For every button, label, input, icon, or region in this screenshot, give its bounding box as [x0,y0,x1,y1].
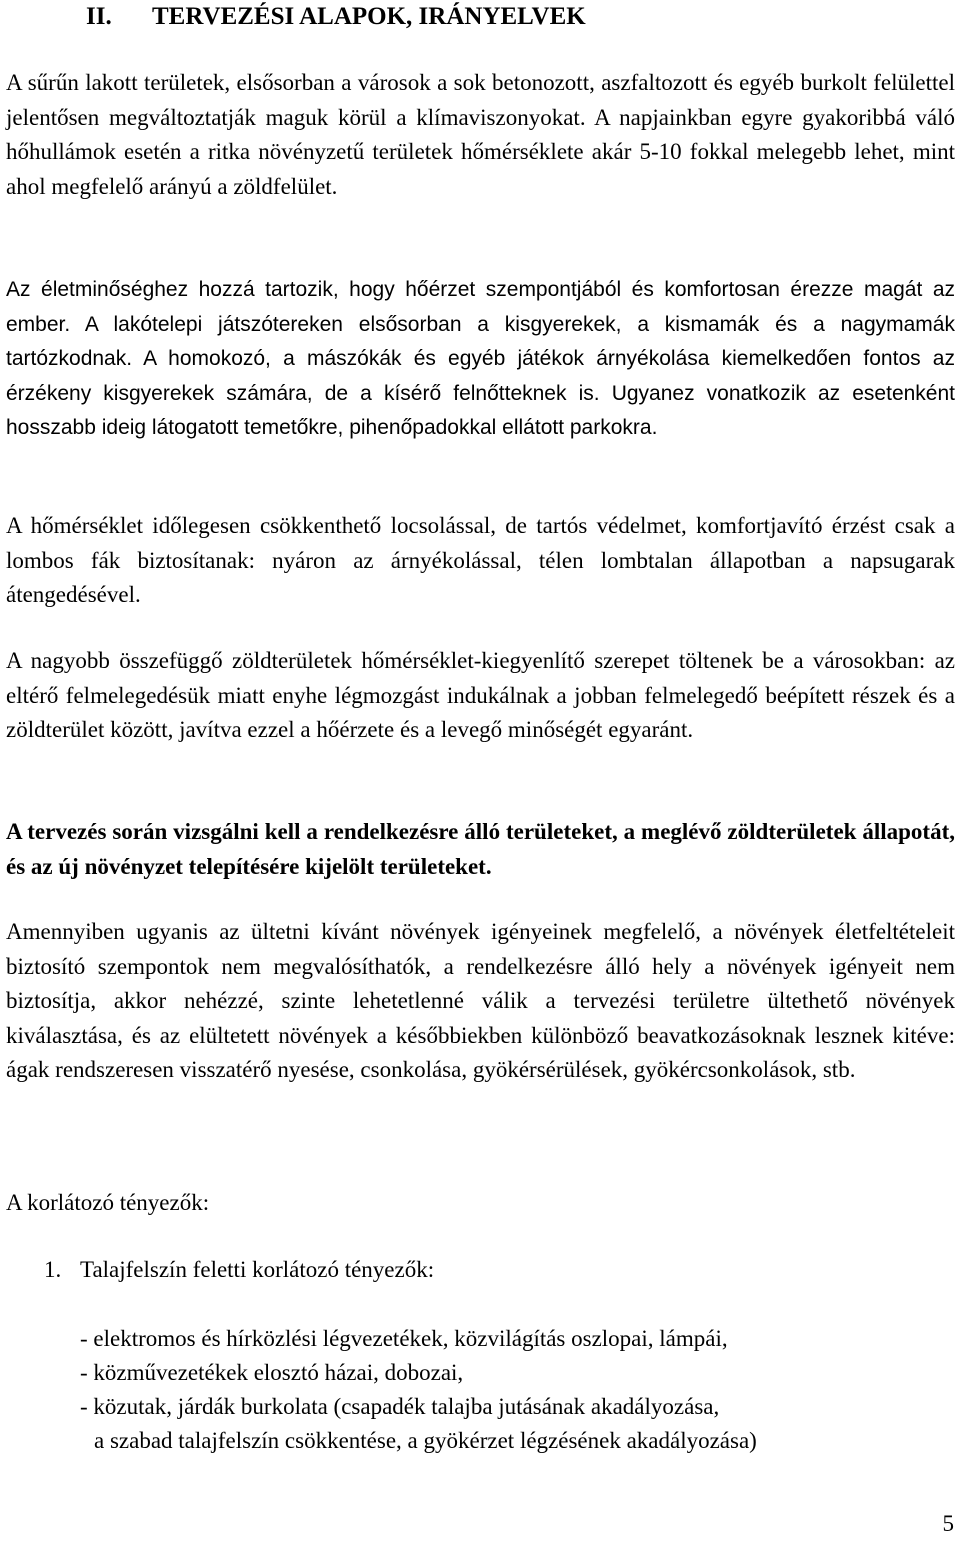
numbered-item-text: Talajfelszín feletti korlátozó tényezők: [80,1257,435,1282]
paragraph-text: A tervezés során vizsgálni kell a rendelkezésre álló területeket, a meglévő zöldterületek állapotát, és az új növényzet telepítésére kijelölt területeket. [6,819,955,879]
paragraph-text: A napjainkban egyre gyakoribbá váló hőhullámok esetén a ritka növényzetű területek hőmérséklete akár 5-10 fokkal melegebb lehet, mint ahol megfelelő arányú a zöldfelület. [6,104,956,199]
paragraph-text: A sűrűn lakott területek, elsősorban a városok a sok betonozott, aszfaltozott és egyéb burkolt felülettel jelentősen megváltoztatják maguk körül a klímaviszonyokat. [6,70,955,130]
list-item: - közutak, járdák burkolata (csapadék talajba jutásának akadályozása, [80,1394,720,1419]
section-number: II. [86,3,112,30]
paragraph-text: Ugyanez vonatkozik az esetenként hosszabb ideig látogatott temetőkre, pihenőpadokkal ellátott parkokra. [6,381,955,439]
list-item-continuation: a szabad talajfelszín csökkentése, a gyökérzet légzésének akadályozása) [94,1428,757,1453]
paragraph-text: A nagyobb összefüggő zöldterületek hőmérséklet-kiegyenlítő szerepet töltenek be a városokban: az eltérő felmelegedésük miatt enyhe légmozgást indukálnak a jobban felmelegedő beépített részek és a zöldterület között, javítva ezzel a hőérzete és a levegő minőségét egyaránt. [6,648,955,742]
paragraph-constraints [6,915,955,1088]
paragraph-planning-emphasis [6,815,955,884]
paragraph-green-areas [6,644,955,748]
paragraph-climate [6,66,955,204]
paragraph-text: A hőmérséklet időlegesen csökkenthető locsolással, de tartós védelmet, komfortjavító érzést csak a lombos fák biztosítanak: nyáron az árnyékolással, télen lombtalan állapotban a napsugarak átengedésével. [6,513,955,607]
paragraph-text: Amennyiben ugyanis az ültetni kívánt növények igényeinek megfelelő, a növények életfeltételeit biztosító szempontok nem megvalósíthatók, a rendelkezésre álló hely a növények igényeit nem biztosítja, akkor nehézzé, szinte lehetetlenné válik a tervezési területre ültethető növények kiválasztása, és az elültetett növények a későbbiekben különböző beavatkozásoknak lesznek kitéve: ágak rendszeresen visszatérő nyesése, csonkolása, gyökérsérülések, gyökércsonkolások, stb. [6,919,955,1082]
section-title: TERVEZÉSI ALAPOK, IRÁNYELVEK [152,3,586,30]
limiting-factors-list [80,1322,757,1458]
page-number: 5 [942,1511,954,1536]
numbered-item [44,1254,434,1286]
paragraph-limiting-factors [6,1186,955,1221]
paragraph-temperature [6,509,955,613]
paragraph-text: Az életminőséghez hozzá tartozik, hogy hőérzet szempontjából és komfortosan érezze magát az ember. [6,278,955,336]
numbered-item-number: 1. [44,1257,62,1282]
paragraph-text: A korlátozó tényezők: [6,1190,210,1215]
paragraph-text: A homokozó, a mászókák és egyéb játékok árnyékolása kiemelkedően fontos az érzékeny kisgyerekek számára, de a kísérő felnőtteknek is. [6,347,955,405]
list-item: - közművezetékek elosztó házai, dobozai, [80,1360,464,1385]
paragraph-wellbeing [6,273,955,446]
list-item: - elektromos és hírközlési légvezetékek, közvilágítás oszlopai, lámpái, [80,1326,728,1351]
paragraph-text: A lakótelepi játszótereken elsősorban a kisgyerekek, a kismamák és a nagymamák tartózkodnak. [6,312,955,370]
section-heading [86,0,586,34]
